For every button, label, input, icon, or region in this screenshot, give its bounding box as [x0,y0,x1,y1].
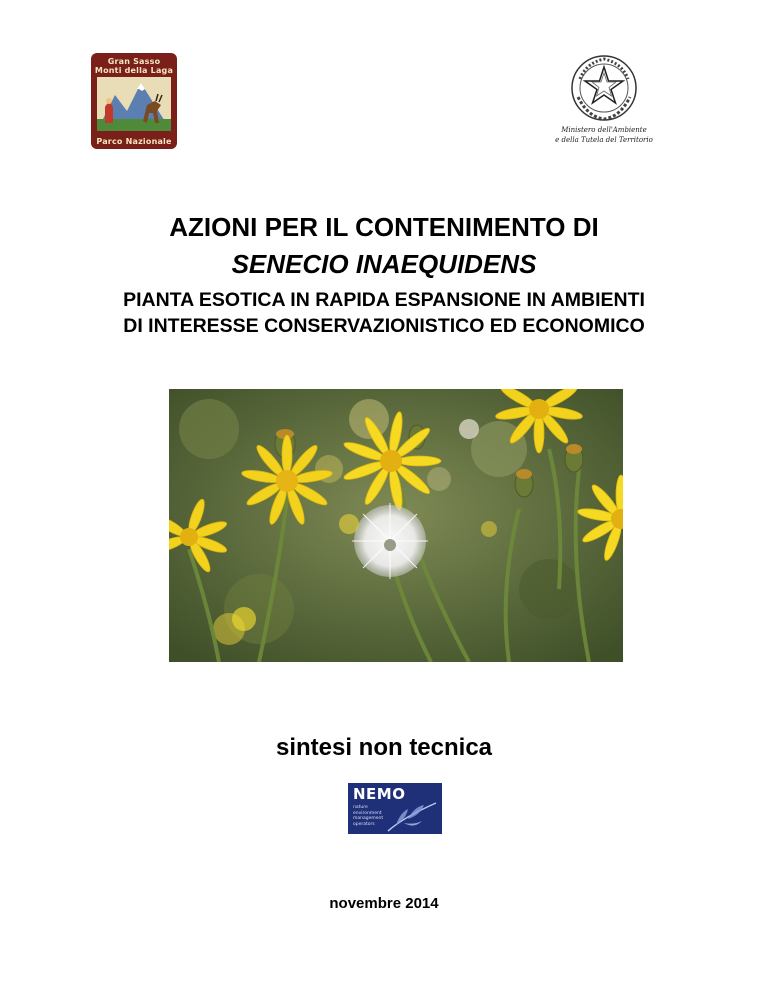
nemo-logo [348,783,442,834]
senecio-flowers-photo [169,389,623,662]
ministry-emblem [552,53,656,149]
publication-date: novembre 2014 [329,895,439,912]
italian-republic-emblem-icon [568,53,640,123]
ministry-line1: Ministero dell'Ambiente [561,126,647,134]
nemo-logo-title: NEMO [353,785,406,803]
nemo-logo-sub-1: nature [353,805,368,810]
flower-photo-image [169,389,623,662]
ministry-line2: e della Tutela del Territorio [555,136,653,144]
park-logo-line3: Parco Nazionale [96,137,172,146]
nemo-logo-sub-2: environment [353,810,382,816]
park-logo-line1: Gran Sasso [107,57,161,66]
nemo-logo-sub-4: operators [353,821,375,827]
seed-head [352,503,428,579]
title-line2-species: SENECIO INAEQUIDENS [231,249,537,279]
nemo-leaf-icon [384,799,440,833]
mountain-chamois-icon [97,77,171,131]
title-line1: AZIONI PER IL CONTENIMENTO DI [169,212,599,242]
tagline: sintesi non tecnica [275,734,493,761]
park-logo-line2: Monti della Laga [94,66,174,75]
nemo-logo-sub-3: management [353,816,384,821]
subtitle-line2: DI INTERESSE CONSERVAZIONISTICO ED ECONOMICO [123,315,645,337]
subtitle-line1: PIANTA ESOTICA IN RAPIDA ESPANSIONE IN AMBIENTI [123,289,645,311]
subtitle [0,287,768,339]
park-logo [91,53,177,149]
